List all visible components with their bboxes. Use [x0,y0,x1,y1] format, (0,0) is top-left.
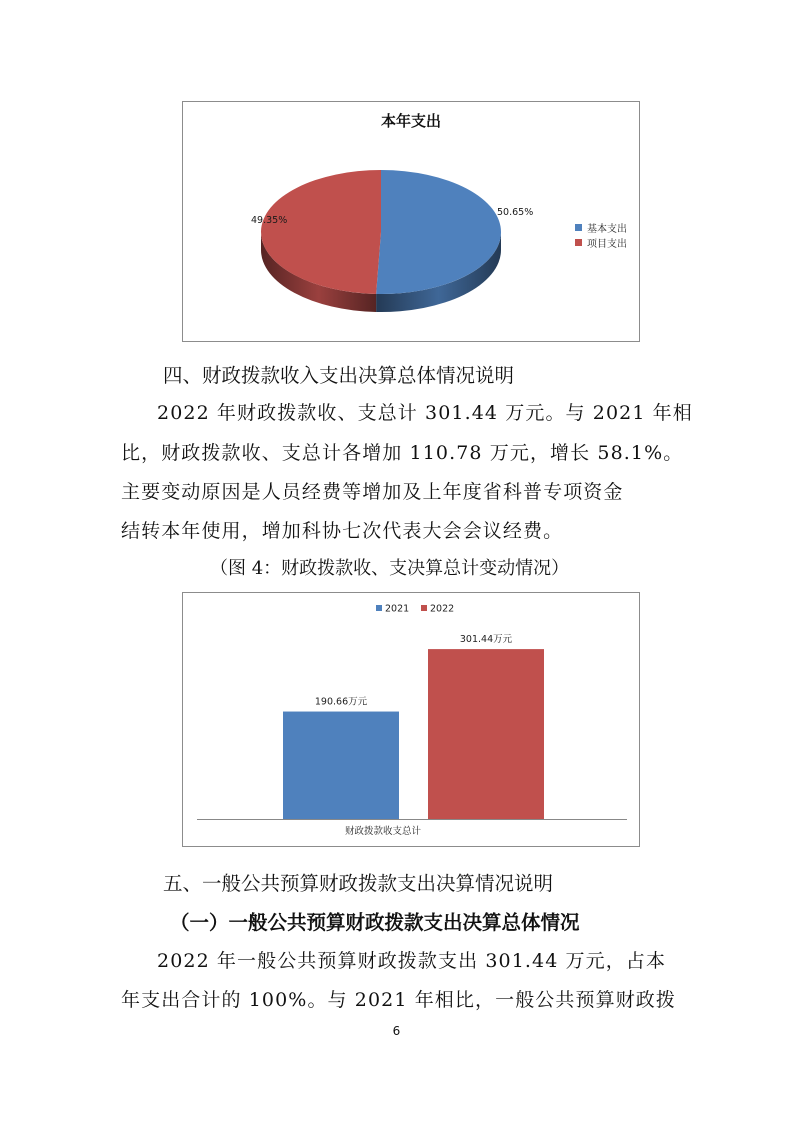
section5-heading: 五、一般公共预算财政拨款支出决算情况说明 [163,872,554,895]
page-number: 6 [392,1024,401,1038]
bar-legend-label: 2021 [385,603,410,615]
section4-paragraph-line: 2022 年财政拨款收、支总计 301.44 万元。与 2021 年相 [157,402,693,424]
bar-data-label: 190.66万元 [314,696,368,708]
bar-data-label: 301.44万元 [459,634,513,646]
bar-chart-frame [182,592,640,847]
section5-subheading: （一）一般公共预算财政拨款支出决算总体情况 [170,911,580,934]
section4-paragraph-line: 结转本年使用，增加科协七次代表大会会议经费。 [121,520,564,542]
section5-paragraph-line: 年支出合计的 100%。与 2021 年相比，一般公共预算财政拨 [121,989,676,1011]
bar-chart [183,593,639,846]
bar [283,712,399,819]
pie-data-label: 50.65% [497,207,534,218]
section4-heading: 四、财政拨款收入支出决算总体情况说明 [163,364,515,387]
legend-swatch-project [575,239,582,246]
bar-legend-swatch [376,605,382,611]
pie-data-label: 49.35% [251,215,288,226]
section5-paragraph-line: 2022 年一般公共预算财政拨款支出 301.44 万元，占本 [157,950,667,972]
bar-legend-label: 2022 [430,603,455,615]
pie-legend-item-basic [575,220,627,235]
bar-legend-swatch [421,605,427,611]
x-category-label: 财政拨款收支总计 [344,826,422,837]
pie-chart-frame [182,101,640,342]
figure4-caption: （图 4：财政拨款收、支决算总计变动情况） [210,558,570,579]
pie-chart [183,102,639,341]
section4-paragraph-line: 比，财政拨款收、支总计各增加 110.78 万元，增长 58.1%。 [121,442,684,464]
pie-chart-title: 本年支出 [380,112,441,130]
legend-label-project: 项目支出 [587,239,627,250]
legend-label-basic: 基本支出 [587,224,627,235]
section4-paragraph-line: 主要变动原因是人员经费等增加及上年度省科普专项资金 [121,481,624,503]
pie-legend-item-project [575,235,627,250]
legend-swatch-basic [575,224,582,231]
bar [428,649,544,819]
